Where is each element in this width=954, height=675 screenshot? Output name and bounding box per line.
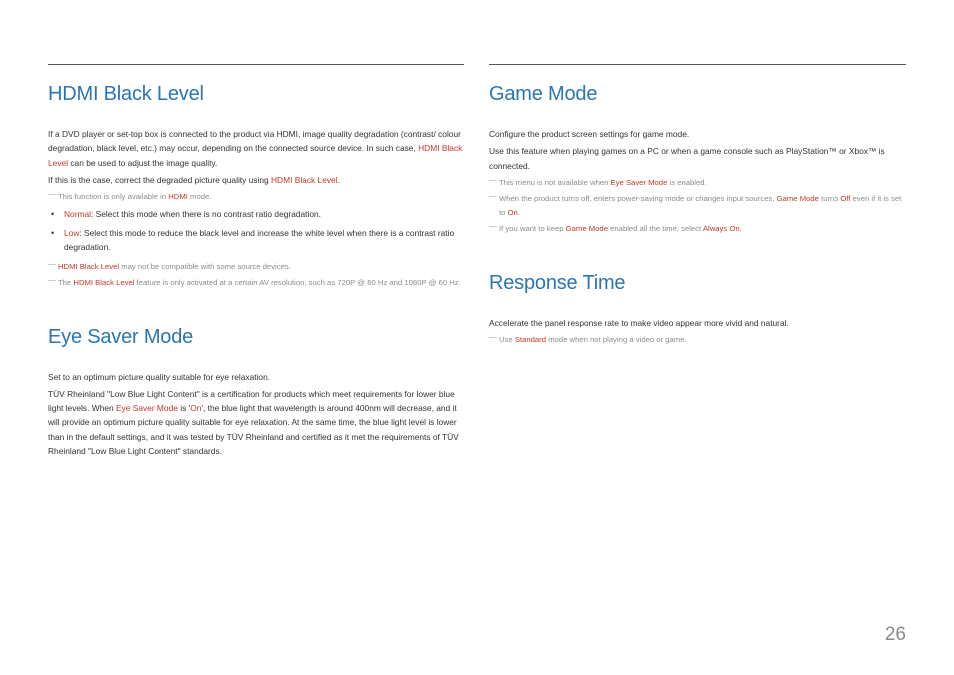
paragraph: TÜV Rheinland "Low Blue Light Content" is a certification for products which meet requirements for lower blue light levels. When Eye Saver Mode is 'On', the blue light that wavelength is around 400nm will decrease, and it will provide an optimum picture quality suitable for eye relaxation. At the same time, the blue light level is lower than in the default settings, and it was tested by TÜV Rheinland and certified as it met the requirements of TÜV Rheinland "Low Blue Light Content" standards. (48, 388, 459, 457)
note-dash: ― (48, 258, 56, 268)
eye-saver-mode-section (48, 324, 464, 459)
section-title: HDMI Black Level (48, 83, 204, 105)
paragraph: Set to an optimum picture quality suitable for eye relaxation. (48, 371, 271, 382)
list-item: • Normal: Select this mode when there is no contrast ratio degradation. (48, 207, 464, 221)
setting-name: Eye Saver Mode (610, 177, 668, 187)
bullet: • (51, 227, 55, 238)
note-dash: ― (489, 191, 497, 201)
right-column (489, 64, 906, 350)
setting-value: On (190, 403, 202, 414)
section-title: Game Mode (489, 83, 598, 105)
left-column (48, 64, 464, 461)
note: ― Use Standard mode when not playing a video or game. (489, 332, 687, 345)
section-divider (48, 64, 464, 65)
setting-name: Game Mode (565, 224, 608, 234)
list-item: • Low: Select this mode to reduce the black level and increase the white level when there is a contrast ratio degradation. (51, 227, 455, 253)
note: ― When the product turns off, enters power-saving mode or changes input sources, Game Mode turns Off even if it is set to On. (489, 191, 902, 217)
option-name: Low (64, 227, 80, 238)
note: ― If you want to keep Game Mode enabled all the time, select Always On. (489, 221, 742, 234)
note: ― The HDMI Black Level feature is only activated at a certain AV resolution, such as 720P @ 60 Hz and 1080P @ 60 Hz. (48, 275, 461, 288)
setting-value: On (507, 207, 518, 217)
response-time-section (489, 270, 906, 347)
setting-name: HDMI Black Level (48, 143, 463, 168)
game-mode-section (489, 81, 906, 236)
note: ― This menu is not available when Eye Saver Mode is enabled. (489, 174, 707, 187)
paragraph: Configure the product screen settings for game mode. (489, 129, 690, 139)
note-dash: ― (489, 332, 497, 342)
setting-name: HDMI Black Level (271, 174, 338, 185)
setting-name: Game Mode (776, 194, 819, 204)
paragraph: Accelerate the panel response rate to make video appear more vivid and natural. (489, 317, 789, 328)
note-dash: ― (489, 221, 497, 231)
note-dash: ― (489, 174, 497, 184)
section-title: Response Time (489, 271, 626, 294)
setting-name: Eye Saver Mode (115, 403, 178, 414)
page-number: 26 (884, 624, 906, 645)
setting-value: Always On (702, 224, 740, 234)
hdmi-black-level-section (48, 81, 464, 290)
note: ― This function is only available in HDMI mode. (48, 189, 212, 202)
setting-name: HDMI (168, 192, 188, 202)
section-divider (489, 64, 906, 65)
note-dash: ― (48, 275, 56, 285)
option-name: Normal (64, 208, 91, 219)
setting-name: HDMI Black Level (58, 261, 120, 271)
section-title: Eye Saver Mode (48, 325, 194, 348)
setting-value: Off (840, 194, 851, 204)
paragraph: If a DVD player or set-top box is connected to the product via HDMI, image quality degradation (contrast/ colour degradation, black level, etc.) may occur, depending on the connected source device. In such case, HDMI Black Level can be used to adjust the image quality. (48, 129, 463, 168)
bullet: • (51, 208, 55, 219)
note: ― HDMI Black Level may not be compatible with some source devices. (48, 258, 291, 271)
note-dash: ― (48, 189, 56, 199)
setting-name: Standard (514, 335, 547, 345)
paragraph: Use this feature when playing games on a PC or when a game console such as PlayStation™ or Xbox™ is connected. (489, 146, 885, 171)
paragraph: If this is the case, correct the degraded picture quality using HDMI Black Level. (48, 174, 340, 185)
setting-name: HDMI Black Level (73, 278, 135, 288)
